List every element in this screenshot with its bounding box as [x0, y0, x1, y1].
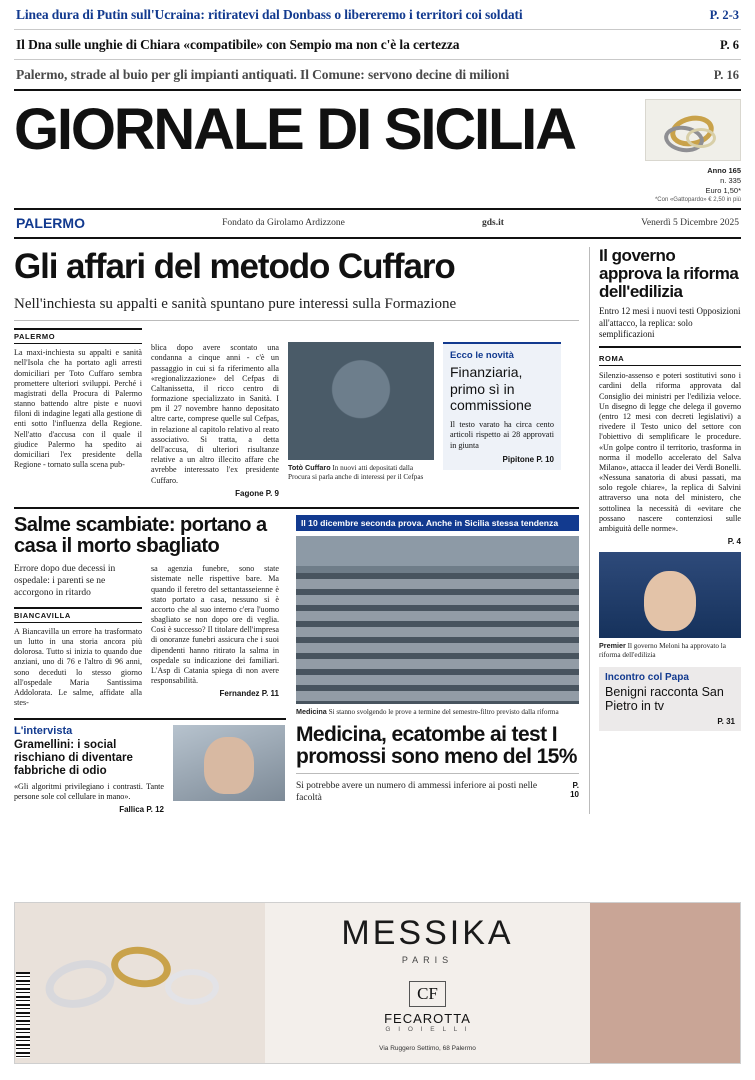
teaser-row[interactable] [14, 60, 741, 89]
teaser-page: P. 16 [713, 68, 739, 82]
caption-name: Medicina [296, 706, 327, 716]
salme-story [14, 515, 286, 815]
lead-subhead: Nell'inchiesta su appalti e sanità spuntano pure interessi sulla Formazione [14, 295, 579, 321]
finanziaria-kicker: Ecco le novità [450, 350, 514, 362]
governo-dek: Entro 12 mesi i nuovi testi Opposizioni all'attacco, la replica: solo semplificazioni [599, 306, 741, 348]
ad-brand-block [265, 903, 590, 1063]
lead-byline-page: P. 9 [265, 488, 279, 498]
ad-jewelry-image [15, 903, 265, 1063]
masthead [14, 91, 741, 204]
interview-kicker: L'intervista [14, 725, 73, 738]
lead-text-col-1 [14, 328, 142, 498]
issue-price: Euro 1,50* [705, 186, 741, 196]
ad-retailer-monogram: CF [409, 981, 446, 1007]
finanziaria-byline-name: Pipitone [502, 454, 535, 464]
gramellini-photo [173, 725, 285, 801]
cuffaro-photo [288, 342, 434, 460]
papa-box[interactable] [599, 667, 741, 731]
papa-kicker: Incontro col Papa [605, 672, 689, 684]
salme-byline-page: P. 11 [261, 689, 279, 699]
barcode [16, 972, 30, 1058]
salme-col-1 [14, 564, 142, 708]
salme-kicker: BIANCAVILLA [14, 607, 142, 623]
lead-body-2: blica dopo avere scontato una condanna a cinque anni - c'è un passaggio in cui si fa riferimento alla «regionalizzazione» del Cefpas di Caltanissetta, il ricco centro di formazione specializzato in Sanità. I pm il 27 novembre hanno depositato altre carte, comprese quelle sul Cefpas, in relazione al capitolo relativo al reato associativo. Si tratta, a detta dell'accusa, di ulteriori risultanze relative a un altro illecito affare che avrebbe interessato l'ex presidente Cuffaro. [151, 343, 279, 485]
salme-byline [151, 689, 279, 698]
finanziaria-byline-page: P. 10 [536, 454, 554, 464]
issue-year: Anno 165 [707, 166, 741, 175]
medicina-page: P. 10 [570, 781, 579, 800]
salme-body-1: A Biancavilla un errore ha trasformato un lutto in una storia ancora più dolorosa. Tutto si inizia to quando due anziani, uno di 76 e l'altro di 96 anni, sono deceduti lo stesso giorno all'ospedale Maria Santissima Addolorata. Le salme, affidate alla stes- [14, 626, 142, 708]
right-column [589, 247, 741, 814]
top-teasers [14, 0, 741, 91]
ad-address: Via Ruggero Settimo, 68 Palermo [379, 1045, 476, 1052]
issue-date: Venerdì 5 Dicembre 2025 [641, 218, 739, 229]
jewelry-rings-image [645, 99, 741, 161]
lead-kicker: PALERMO [14, 328, 142, 344]
caption-text: Si stanno svolgendo le prove a termine del semestre-filtro previsto dalla riforma [328, 707, 559, 716]
newspaper-title: GIORNALE DI SICILIA [14, 97, 575, 162]
finanziaria-text: Il testo varato ha circa cento articoli rispetto ai 28 approvati in giunta [450, 419, 554, 451]
salme-headline[interactable]: Salme scambiate: portano a casa il morto sbagliato [14, 513, 267, 557]
ad-brand-name: MESSIKA [341, 914, 514, 952]
salme-col-2 [151, 564, 279, 708]
salme-body-2: sa agenzia funebre, sono state sistemate nelle rispettive bare. Ma quando il feretro del settantasseienne è stato portato a casa, nessuno si è accorto che al suo interno c'era l'uomo sbagliato se non dopo ore di veglia. Così è successo? Il titolare dell'impresa di onoranze funebri assicura che i suoi dipendenti hanno ritirato la salma in ospedale su indicazione dei familiari. L'Asp di Catania spiega di non avere responsabilità. [151, 564, 279, 686]
salme-byline-name: Fernandez [219, 689, 260, 699]
lead-story-row [14, 328, 579, 498]
lead-headline[interactable]: Gli affari del metodo Cuffaro [14, 247, 455, 287]
teaser-row[interactable] [14, 0, 741, 30]
governo-kicker: ROMA [599, 354, 741, 366]
caption-name: Totò Cuffaro [288, 463, 331, 473]
founder-line: Fondato da Girolamo Ardizzone [222, 218, 345, 229]
medicina-story [296, 515, 579, 815]
teaser-text: Il Dna sulle unghie di Chiara «compatibile» con Sempio ma non c'è la certezza [16, 37, 460, 52]
medicina-dek: Si potrebbe avere un numero di ammessi inferiore ai posti nelle facoltà [296, 781, 538, 804]
lead-text-col-2 [151, 328, 279, 498]
second-story-row [14, 515, 579, 815]
website-url[interactable]: gds.it [482, 218, 504, 229]
finanziaria-byline [450, 455, 554, 464]
edition-city: PALERMO [16, 215, 85, 232]
teaser-page: P. 2-3 [709, 8, 739, 22]
masthead-footer [14, 210, 741, 239]
teaser-text: Linea dura di Putin sull'Ucraina: ritiratevi dal Donbass o libereremo i territori coi soldati [16, 7, 523, 22]
papa-title: Benigni racconta San Pietro in tv [605, 685, 724, 714]
interview-block[interactable] [14, 718, 286, 814]
lead-body-1: La maxi-inchiesta su appalti e sanità nell'Isola che ha portato agli arresti domiciliari per Toto Cuffaro sembra promettere ulteriori sviluppi. Perché i magistrati della Procura di Palermo stanno battendo altre piste e nuovi filoni di indagine legati alla gestione di enti sotto l'influenza della Regione. Nell'atto d'accusa con il quale il giudice Palermo ha spedito ai domiciliari l'ex presidente della Regione - tornato sulla scena pub- [14, 348, 142, 470]
ad-retailer-logo [384, 981, 471, 1033]
meloni-photo-caption [599, 641, 741, 660]
medicina-photo [296, 536, 579, 704]
finanziaria-box[interactable] [443, 342, 561, 470]
interview-byline-page: P. 12 [146, 805, 164, 815]
governo-page: P. 4 [727, 537, 741, 547]
medicina-photo-caption [296, 707, 579, 717]
caption-text: In nuovi atti depositati dalla Procura si parla anche di interessi per il Cefpas [288, 464, 424, 482]
issue-price-note: *Con «Gattopardo» € 2,50 in più [654, 197, 741, 204]
cuffaro-photo-caption [288, 463, 434, 482]
ad-retailer-name: FECAROTTA [384, 1011, 471, 1026]
section-divider [14, 507, 579, 509]
lead-byline-name: Fagone [235, 488, 264, 498]
ad-model-image [590, 903, 740, 1063]
lead-byline [151, 489, 279, 498]
interview-byline [14, 805, 164, 814]
medicina-headline[interactable]: Medicina, ecatombe ai test I promossi sono meno del 15% [296, 722, 577, 769]
papa-page: P. 31 [717, 716, 735, 726]
interview-title: Gramellini: i social rischiano di diventare fabbriche di odio [14, 739, 133, 778]
salme-dek: Errore dopo due decessi in ospedale: i parenti se ne accorgono in ritardo [14, 564, 116, 598]
medicina-bar-kicker: Il 10 dicembre seconda prova. Anche in Sicilia stessa tendenza [296, 515, 579, 531]
caption-name: Premier [599, 641, 626, 651]
teaser-page: P. 6 [720, 38, 739, 52]
masthead-info [591, 99, 741, 204]
teaser-text: Palermo, strade al buio per gli impianti antiquati. Il Comune: servono decine di milioni [16, 67, 510, 82]
finanziaria-box-col [443, 328, 561, 498]
caption-text: Il governo Meloni ha approvato la riforma dell'edilizia [599, 642, 726, 660]
governo-headline[interactable]: Il governo approva la riforma dell'edilizia [599, 246, 739, 301]
ad-retailer-sub: G I O I E L L I [385, 1026, 470, 1033]
meloni-photo [599, 552, 741, 638]
ad-brand-sub: PARIS [401, 955, 454, 965]
bottom-advertisement[interactable] [14, 902, 741, 1064]
governo-body: Silenzio-assenso e poteri sostitutivi sono i cardini della riforma approvata dal Consiglio dei ministri per l'edilizia veloce. Un disegno di legge che delega il governo (entro 12 mesi con decreti legislativi) a rivedere il Testo unico del settore con l'obiettivo di semplificare le procedure. «Un golpe contro il territorio, trasforma in norma il modello accelerato del Salva Milano», attacca il leader dei Verdi Bonelli. «Nessuna sanatoria di abusi passati, ma solo regole chiare», la replica di Salvini attraverso una nota del ministero, che sottolinea la necessità di «evitare che possano nascere contenziosi sulle ambiguità delle norme». [599, 371, 741, 534]
interview-byline-name: Fallica [119, 805, 145, 815]
interview-quote: «Gli algoritmi privilegiano i contrasti. Tante persone sole col cellulare in mano». [14, 781, 164, 802]
issue-number: n. 335 [720, 176, 741, 186]
left-column [14, 247, 579, 814]
lead-photo-col [288, 328, 434, 498]
finanziaria-title: Finanziaria, primo sì in commissione [450, 364, 532, 414]
teaser-row[interactable] [14, 30, 741, 60]
main-grid [14, 239, 741, 814]
